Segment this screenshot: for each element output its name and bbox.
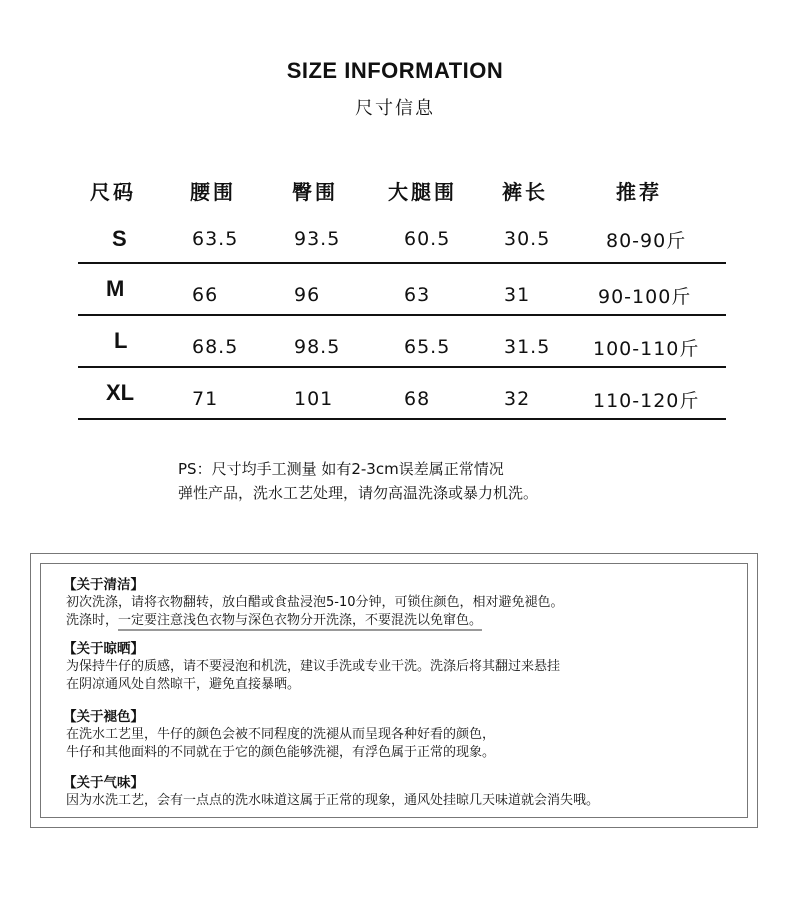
section-line: 在阴凉通风处自然晾干，避免直接暴晒。 xyxy=(66,677,301,692)
care-section-cleaning xyxy=(63,576,564,630)
hip-cell: 96 xyxy=(294,284,321,306)
length-cell: 32 xyxy=(504,388,531,410)
column-header-hip: 臀围 xyxy=(292,180,338,204)
care-instructions-box xyxy=(30,553,758,828)
page-title: SIZE INFORMATION xyxy=(286,58,504,83)
hip-cell: 98.5 xyxy=(294,336,341,358)
size-table xyxy=(78,168,726,420)
column-header-thigh: 大腿围 xyxy=(388,180,457,204)
row-divider xyxy=(78,418,726,420)
section-line xyxy=(63,612,564,630)
waist-cell: 66 xyxy=(192,284,219,306)
recommend-cell: 110-120斤 xyxy=(593,390,700,412)
table-row xyxy=(78,316,726,368)
size-cell: XL xyxy=(106,380,135,405)
thigh-cell: 60.5 xyxy=(404,228,451,250)
waist-cell: 68.5 xyxy=(192,336,239,358)
emphasized-text: 一定要注意浅色衣物与深色衣物分开洗涤，不要混洗以免窜色。 xyxy=(118,613,482,631)
table-row xyxy=(78,212,726,264)
section-line: 初次洗涤，请将衣物翻转，放白醋或食盐浸泡5-10分钟，可锁住颜色，相对避免褪色。 xyxy=(66,595,564,610)
column-header-length: 裤长 xyxy=(502,180,548,204)
hip-cell: 101 xyxy=(294,388,334,410)
table-header-row xyxy=(78,168,726,212)
line-prefix: 洗涤时， xyxy=(66,613,119,628)
note-line-2: 弹性产品，洗水工艺处理，请勿高温洗涤或暴力机洗。 xyxy=(178,484,539,502)
recommend-cell: 90-100斤 xyxy=(598,286,692,308)
hip-cell: 93.5 xyxy=(294,228,341,250)
size-cell: S xyxy=(112,226,127,251)
section-title: 【关于褪色】 xyxy=(63,709,144,725)
thigh-cell: 63 xyxy=(404,284,431,306)
section-line: 因为水洗工艺，会有一点点的洗水味道这属于正常的现象，通风处挂晾几天味道就会消失哦。 xyxy=(66,793,600,808)
note-line-1: PS：尺寸均手工测量 如有2-3cm误差属正常情况 xyxy=(178,460,504,478)
section-title: 【关于清洁】 xyxy=(63,577,144,593)
care-section-odor xyxy=(63,774,599,810)
column-header-size: 尺码 xyxy=(90,180,136,204)
recommend-cell: 80-90斤 xyxy=(606,230,687,252)
measurement-note xyxy=(178,457,538,505)
length-cell: 31.5 xyxy=(504,336,551,358)
care-instructions-inner-frame xyxy=(40,563,748,818)
care-section-drying xyxy=(63,640,560,694)
length-cell: 30.5 xyxy=(504,228,551,250)
column-header-recommend: 推荐 xyxy=(616,180,662,204)
page-subtitle: 尺寸信息 xyxy=(355,98,435,119)
section-line: 牛仔和其他面料的不同就在于它的颜色能够洗褪，有浮色属于正常的现象。 xyxy=(66,745,496,760)
thigh-cell: 65.5 xyxy=(404,336,451,358)
care-section-fading xyxy=(63,708,495,762)
table-row xyxy=(78,368,726,420)
waist-cell: 71 xyxy=(192,388,219,410)
table-row xyxy=(78,264,726,316)
size-cell: L xyxy=(114,328,128,353)
column-header-waist: 腰围 xyxy=(190,180,236,204)
waist-cell: 63.5 xyxy=(192,228,239,250)
section-line: 为保持牛仔的质感，请不要浸泡和机洗，建议手洗或专业干洗。洗涤后将其翻过来悬挂 xyxy=(66,659,561,674)
size-cell: M xyxy=(106,276,125,301)
thigh-cell: 68 xyxy=(404,388,431,410)
section-title: 【关于气味】 xyxy=(63,775,144,791)
length-cell: 31 xyxy=(504,284,531,306)
section-title: 【关于晾晒】 xyxy=(63,641,144,657)
section-line: 在洗水工艺里，牛仔的颜色会被不同程度的洗褪从而呈现各种好看的颜色， xyxy=(66,727,496,742)
recommend-cell: 100-110斤 xyxy=(593,338,700,360)
